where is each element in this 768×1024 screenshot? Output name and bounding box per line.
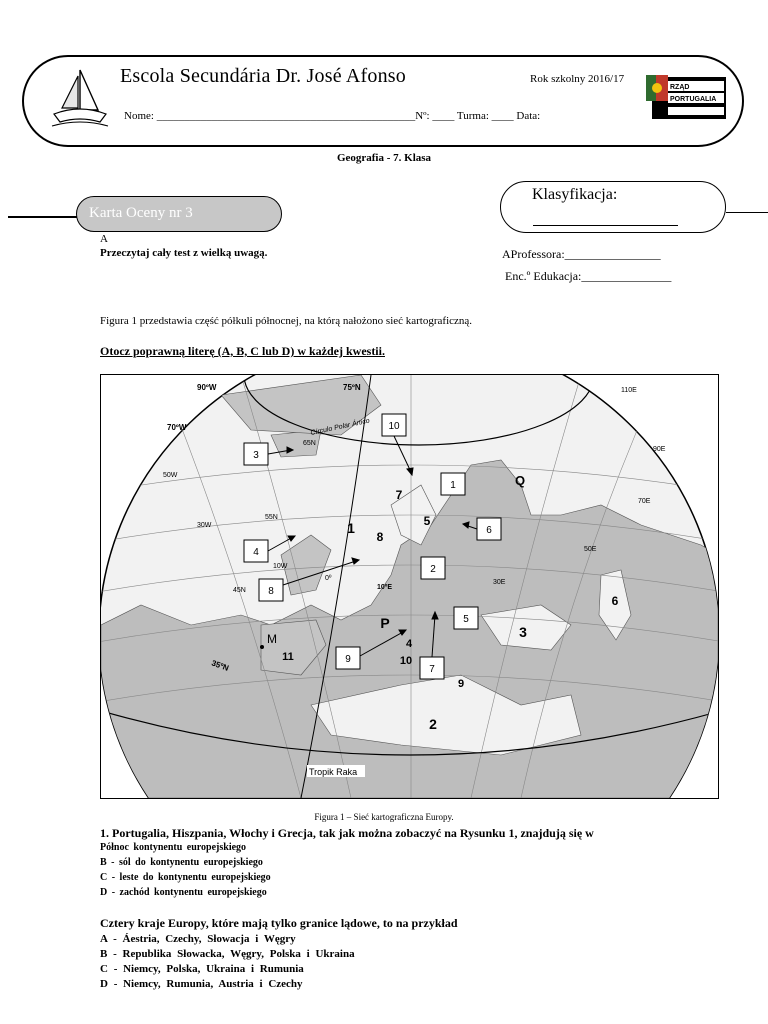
number-8: 8 [376, 530, 384, 544]
q1-option-a[interactable]: Północ kontynentu europejskiego [100, 842, 247, 853]
number-7: 7 [395, 488, 403, 502]
question-1: 1. Portugalia, Hiszpania, Włochy i Grecja, tak jak można zobaczyć na Rysunku 1, znajdują się w [100, 826, 594, 840]
label-35n: 35ºN [210, 658, 230, 673]
logo-text-1: RZĄD [670, 84, 690, 91]
read-note: Przeczytaj cały test z wielką uwagą. [100, 247, 268, 259]
letter-p: P [380, 615, 390, 631]
label-55n: 55N [265, 514, 278, 521]
box-9: 9 [345, 654, 351, 665]
map-drawing [101, 375, 718, 798]
label-45n: 45N [233, 587, 246, 594]
number-3: 3 [519, 624, 527, 640]
divider-right [726, 212, 768, 213]
subject-title: Geografia - 7. Klasa [336, 152, 432, 164]
box-7: 7 [429, 664, 435, 675]
number-4: 4 [405, 638, 413, 650]
label-110e: 110E [621, 387, 637, 394]
score-label: Klasyfikacja: [532, 186, 618, 203]
professor-line: AProfessora:________________ [502, 247, 661, 261]
q1-option-d[interactable]: D - zachód kontynentu europejskiego [100, 887, 267, 898]
label-65n: 65N [303, 440, 316, 447]
q2-option-a[interactable]: A - Áestria, Czechy, Słowacja i Węgry [100, 933, 296, 945]
label-10w: 10W [273, 563, 288, 570]
box-5: 5 [463, 614, 469, 625]
q2-option-c[interactable]: C - Niemcy, Polska, Ukraina i Rumunia [100, 963, 304, 975]
label-30e: 30E [493, 579, 506, 586]
q1-option-b[interactable]: B - sól do kontynentu europejskiego [100, 857, 263, 868]
instruction: Otocz poprawną literę (A, B, C lub D) w każdej kwestii. [100, 344, 385, 358]
box-1: 1 [450, 480, 456, 491]
label-70e: 70E [638, 498, 651, 505]
number-9: 9 [457, 678, 465, 690]
box-8: 8 [268, 586, 274, 597]
student-info-line: Nome: _______________________________________________Nº: ____ Turma: ____ Data: [124, 110, 541, 122]
label-50e: 50E [584, 546, 597, 553]
q2-option-d[interactable]: D - Niemcy, Rumunia, Austria i Czechy [100, 978, 303, 990]
box-2: 2 [430, 564, 436, 575]
letter-q: Q [514, 473, 526, 488]
card-title: Karta Oceny nr 3 [76, 196, 282, 232]
number-6: 6 [611, 594, 619, 608]
label-0: 0º [325, 575, 332, 582]
letter-a: A [100, 233, 108, 245]
number-2: 2 [429, 716, 437, 732]
number-11: 11 [282, 651, 294, 663]
label-70w: 70ºW [167, 423, 187, 432]
divider-left [8, 216, 80, 218]
q2-option-b[interactable]: B - Republika Słowacka, Węgry, Polska i Ukraina [100, 948, 355, 960]
label-30w: 30W [197, 522, 212, 529]
europe-map [100, 374, 719, 799]
label-90e: 90E [653, 446, 666, 453]
label-75n: 75ºN [343, 383, 361, 392]
arctic-circle-label: Círculo Polar Ártico [309, 417, 371, 437]
number-10: 10 [399, 655, 413, 667]
school-year: Rok szkolny 2016/17 [530, 73, 625, 85]
box-4: 4 [253, 547, 259, 558]
school-name: Escola Secundária Dr. José Afonso [120, 65, 406, 87]
label-10e: 10ºE [377, 584, 393, 591]
figure-caption: Figura 1 – Sieć kartograficzna Europy. [314, 812, 454, 822]
q1-option-c[interactable]: C - leste do kontynentu europejskiego [100, 872, 271, 883]
box-3: 3 [253, 450, 259, 461]
school-logo [50, 66, 110, 132]
score-blank-line [533, 225, 678, 226]
tropic-label: Tropik Raka [309, 767, 358, 777]
education-line: Enc.º Edukacja:_______________ [505, 269, 672, 283]
label-50w: 50W [163, 472, 178, 479]
box-6: 6 [486, 525, 492, 536]
letter-m: M [267, 632, 277, 646]
number-5: 5 [423, 514, 431, 528]
box-10: 10 [388, 421, 400, 432]
number-1: 1 [347, 520, 355, 536]
government-logo [646, 73, 728, 123]
question-2: Cztery kraje Europy, które mają tylko granice lądowe, to na przykład [100, 916, 458, 930]
label-90w: 90ºW [197, 383, 217, 392]
logo-text-2: PORTUGALIA [670, 96, 717, 103]
figure-intro: Figura 1 przedstawia część półkuli północnej, na którą nałożono sieć kartograficzną. [100, 315, 473, 327]
